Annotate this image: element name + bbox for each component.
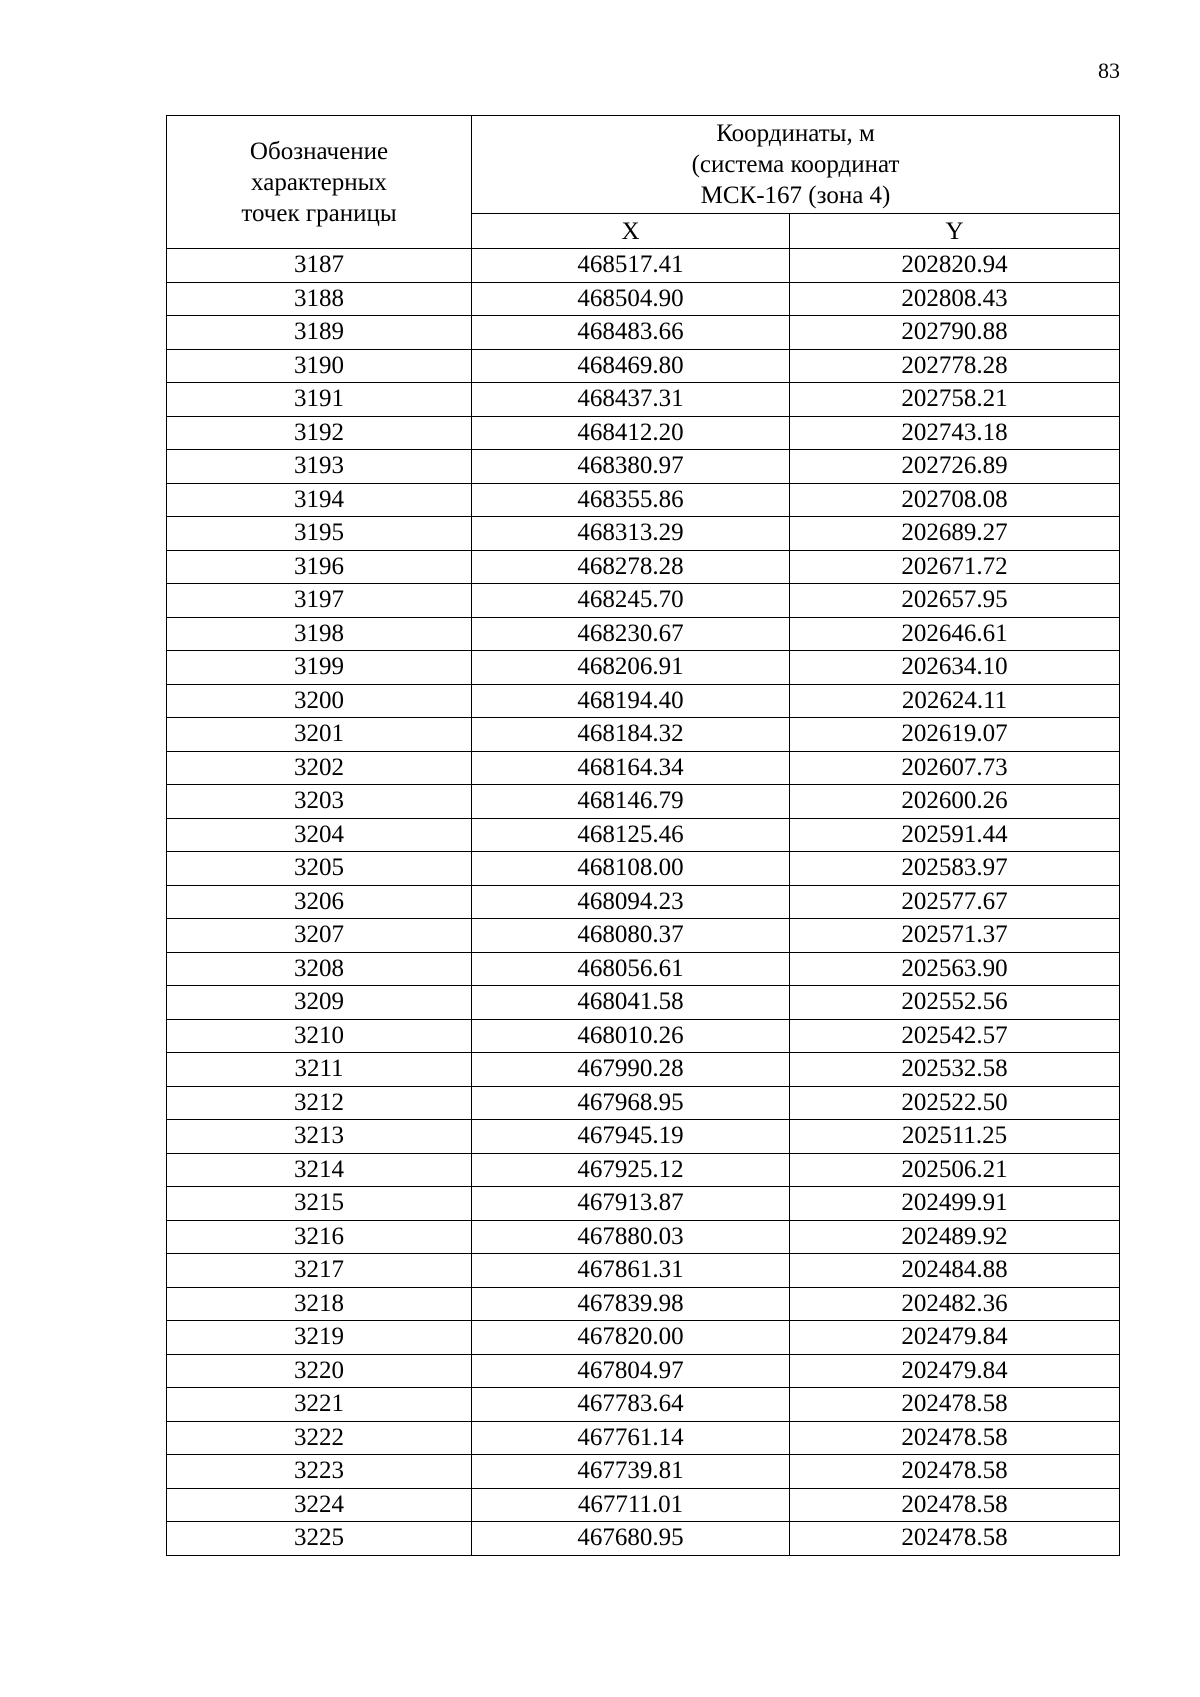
table-row bbox=[167, 1153, 1120, 1187]
x-coordinate-cell: 467761.14 bbox=[472, 1421, 790, 1455]
y-coordinate-cell: 202583.97 bbox=[790, 852, 1120, 886]
y-coordinate-cell: 202671.72 bbox=[790, 550, 1120, 584]
table-header bbox=[167, 116, 1120, 249]
x-coordinate-cell: 468437.31 bbox=[472, 383, 790, 417]
y-coordinate-cell: 202478.58 bbox=[790, 1455, 1120, 1489]
y-coordinate-cell: 202743.18 bbox=[790, 416, 1120, 450]
table-row bbox=[167, 1254, 1120, 1288]
point-header-line: характерных bbox=[251, 168, 387, 196]
point-cell: 3198 bbox=[167, 617, 472, 651]
y-coordinate-cell: 202489.92 bbox=[790, 1220, 1120, 1254]
y-coordinate-cell: 202478.58 bbox=[790, 1522, 1120, 1556]
x-column-header: X bbox=[472, 214, 790, 249]
point-cell: 3221 bbox=[167, 1388, 472, 1422]
y-coordinate-cell: 202726.89 bbox=[790, 450, 1120, 484]
point-cell: 3200 bbox=[167, 684, 472, 718]
y-coordinate-cell: 202619.07 bbox=[790, 718, 1120, 752]
point-cell: 3214 bbox=[167, 1153, 472, 1187]
y-coordinate-cell: 202758.21 bbox=[790, 383, 1120, 417]
y-coordinate-cell: 202808.43 bbox=[790, 282, 1120, 316]
x-coordinate-cell: 467820.00 bbox=[472, 1321, 790, 1355]
x-coordinate-cell: 467945.19 bbox=[472, 1120, 790, 1154]
point-cell: 3193 bbox=[167, 450, 472, 484]
x-coordinate-cell: 467880.03 bbox=[472, 1220, 790, 1254]
y-coordinate-cell: 202708.08 bbox=[790, 483, 1120, 517]
y-coordinate-cell: 202778.28 bbox=[790, 349, 1120, 383]
point-cell: 3223 bbox=[167, 1455, 472, 1489]
point-cell: 3207 bbox=[167, 919, 472, 953]
x-coordinate-cell: 468041.58 bbox=[472, 986, 790, 1020]
table-row bbox=[167, 1120, 1120, 1154]
y-coordinate-cell: 202479.84 bbox=[790, 1321, 1120, 1355]
point-cell: 3219 bbox=[167, 1321, 472, 1355]
table-row bbox=[167, 1187, 1120, 1221]
point-cell: 3208 bbox=[167, 952, 472, 986]
point-designation-header bbox=[167, 116, 472, 249]
table-row bbox=[167, 1019, 1120, 1053]
point-cell: 3191 bbox=[167, 383, 472, 417]
point-cell: 3195 bbox=[167, 517, 472, 551]
y-coordinate-cell: 202522.50 bbox=[790, 1086, 1120, 1120]
y-coordinate-cell: 202542.57 bbox=[790, 1019, 1120, 1053]
table-row bbox=[167, 617, 1120, 651]
point-cell: 3224 bbox=[167, 1488, 472, 1522]
point-cell: 3212 bbox=[167, 1086, 472, 1120]
point-cell: 3201 bbox=[167, 718, 472, 752]
table-row bbox=[167, 1086, 1120, 1120]
x-coordinate-cell: 467711.01 bbox=[472, 1488, 790, 1522]
table-row bbox=[167, 316, 1120, 350]
table-row bbox=[167, 785, 1120, 819]
point-cell: 3192 bbox=[167, 416, 472, 450]
x-coordinate-cell: 468517.41 bbox=[472, 249, 790, 283]
x-coordinate-cell: 467739.81 bbox=[472, 1455, 790, 1489]
y-coordinate-cell: 202607.73 bbox=[790, 751, 1120, 785]
table-row bbox=[167, 986, 1120, 1020]
table-row bbox=[167, 651, 1120, 685]
table-row bbox=[167, 818, 1120, 852]
x-coordinate-cell: 467861.31 bbox=[472, 1254, 790, 1288]
x-coordinate-cell: 467680.95 bbox=[472, 1522, 790, 1556]
coordinates-header bbox=[472, 116, 1120, 214]
x-coordinate-cell: 468355.86 bbox=[472, 483, 790, 517]
y-coordinate-cell: 202532.58 bbox=[790, 1053, 1120, 1087]
y-coordinate-cell: 202563.90 bbox=[790, 952, 1120, 986]
x-coordinate-cell: 467925.12 bbox=[472, 1153, 790, 1187]
point-cell: 3216 bbox=[167, 1220, 472, 1254]
y-coordinate-cell: 202552.56 bbox=[790, 986, 1120, 1020]
table-row bbox=[167, 919, 1120, 953]
x-coordinate-cell: 468412.20 bbox=[472, 416, 790, 450]
table-row bbox=[167, 1522, 1120, 1556]
y-coordinate-cell: 202624.11 bbox=[790, 684, 1120, 718]
table-row bbox=[167, 450, 1120, 484]
point-cell: 3213 bbox=[167, 1120, 472, 1154]
x-coordinate-cell: 467990.28 bbox=[472, 1053, 790, 1087]
x-coordinate-cell: 468146.79 bbox=[472, 785, 790, 819]
x-coordinate-cell: 468056.61 bbox=[472, 952, 790, 986]
coordinates-table bbox=[166, 115, 1120, 1556]
page-number: 83 bbox=[1098, 58, 1120, 83]
point-cell: 3194 bbox=[167, 483, 472, 517]
point-cell: 3210 bbox=[167, 1019, 472, 1053]
y-coordinate-cell: 202600.26 bbox=[790, 785, 1120, 819]
table-row bbox=[167, 383, 1120, 417]
point-cell: 3203 bbox=[167, 785, 472, 819]
point-cell: 3187 bbox=[167, 249, 472, 283]
y-coordinate-cell: 202591.44 bbox=[790, 818, 1120, 852]
point-cell: 3205 bbox=[167, 852, 472, 886]
x-coordinate-cell: 468094.23 bbox=[472, 885, 790, 919]
x-coordinate-cell: 468194.40 bbox=[472, 684, 790, 718]
point-cell: 3222 bbox=[167, 1421, 472, 1455]
point-cell: 3197 bbox=[167, 584, 472, 618]
y-coordinate-cell: 202689.27 bbox=[790, 517, 1120, 551]
table-row bbox=[167, 1287, 1120, 1321]
table-row bbox=[167, 550, 1120, 584]
coords-header-line: МСК-167 (зона 4) bbox=[700, 182, 891, 210]
point-cell: 3211 bbox=[167, 1053, 472, 1087]
y-coordinate-cell: 202646.61 bbox=[790, 617, 1120, 651]
table-row bbox=[167, 517, 1120, 551]
x-coordinate-cell: 468184.32 bbox=[472, 718, 790, 752]
x-coordinate-cell: 467913.87 bbox=[472, 1187, 790, 1221]
y-coordinate-cell: 202577.67 bbox=[790, 885, 1120, 919]
y-coordinate-cell: 202478.58 bbox=[790, 1488, 1120, 1522]
table-row bbox=[167, 1455, 1120, 1489]
point-cell: 3218 bbox=[167, 1287, 472, 1321]
table-row bbox=[167, 684, 1120, 718]
y-coordinate-cell: 202571.37 bbox=[790, 919, 1120, 953]
x-coordinate-cell: 468080.37 bbox=[472, 919, 790, 953]
x-coordinate-cell: 468230.67 bbox=[472, 617, 790, 651]
table-row bbox=[167, 1488, 1120, 1522]
x-coordinate-cell: 467783.64 bbox=[472, 1388, 790, 1422]
point-cell: 3204 bbox=[167, 818, 472, 852]
x-coordinate-cell: 468483.66 bbox=[472, 316, 790, 350]
point-cell: 3225 bbox=[167, 1522, 472, 1556]
point-cell: 3215 bbox=[167, 1187, 472, 1221]
y-coordinate-cell: 202820.94 bbox=[790, 249, 1120, 283]
y-column-header: Y bbox=[790, 214, 1120, 249]
x-coordinate-cell: 468504.90 bbox=[472, 282, 790, 316]
x-coordinate-cell: 468010.26 bbox=[472, 1019, 790, 1053]
table-row bbox=[167, 885, 1120, 919]
y-coordinate-cell: 202657.95 bbox=[790, 584, 1120, 618]
table-row bbox=[167, 1220, 1120, 1254]
table-body bbox=[167, 249, 1120, 1556]
point-cell: 3199 bbox=[167, 651, 472, 685]
table-row bbox=[167, 952, 1120, 986]
x-coordinate-cell: 468206.91 bbox=[472, 651, 790, 685]
coords-header-line: (система координат bbox=[691, 151, 900, 179]
x-coordinate-cell: 468278.28 bbox=[472, 550, 790, 584]
table-row bbox=[167, 483, 1120, 517]
coords-header-line: Координаты, м bbox=[716, 120, 875, 148]
point-cell: 3189 bbox=[167, 316, 472, 350]
table-row bbox=[167, 1388, 1120, 1422]
x-coordinate-cell: 468164.34 bbox=[472, 751, 790, 785]
point-cell: 3190 bbox=[167, 349, 472, 383]
table-row bbox=[167, 249, 1120, 283]
y-coordinate-cell: 202482.36 bbox=[790, 1287, 1120, 1321]
y-coordinate-cell: 202790.88 bbox=[790, 316, 1120, 350]
y-coordinate-cell: 202478.58 bbox=[790, 1388, 1120, 1422]
x-coordinate-cell: 468380.97 bbox=[472, 450, 790, 484]
table-row bbox=[167, 282, 1120, 316]
table-row bbox=[167, 416, 1120, 450]
y-coordinate-cell: 202499.91 bbox=[790, 1187, 1120, 1221]
x-coordinate-cell: 467839.98 bbox=[472, 1287, 790, 1321]
point-cell: 3202 bbox=[167, 751, 472, 785]
table-row bbox=[167, 718, 1120, 752]
table-row bbox=[167, 1053, 1120, 1087]
point-header-line: Обозначение bbox=[249, 137, 389, 165]
x-coordinate-cell: 467804.97 bbox=[472, 1354, 790, 1388]
table-row bbox=[167, 1321, 1120, 1355]
table-row bbox=[167, 349, 1120, 383]
x-coordinate-cell: 467968.95 bbox=[472, 1086, 790, 1120]
table-row bbox=[167, 1354, 1120, 1388]
point-cell: 3220 bbox=[167, 1354, 472, 1388]
point-cell: 3206 bbox=[167, 885, 472, 919]
y-coordinate-cell: 202634.10 bbox=[790, 651, 1120, 685]
table-row bbox=[167, 584, 1120, 618]
x-coordinate-cell: 468245.70 bbox=[472, 584, 790, 618]
table-row bbox=[167, 852, 1120, 886]
point-cell: 3217 bbox=[167, 1254, 472, 1288]
table-row bbox=[167, 1421, 1120, 1455]
x-coordinate-cell: 468108.00 bbox=[472, 852, 790, 886]
y-coordinate-cell: 202478.58 bbox=[790, 1421, 1120, 1455]
x-coordinate-cell: 468313.29 bbox=[472, 517, 790, 551]
point-cell: 3196 bbox=[167, 550, 472, 584]
y-coordinate-cell: 202484.88 bbox=[790, 1254, 1120, 1288]
table-row bbox=[167, 751, 1120, 785]
y-coordinate-cell: 202479.84 bbox=[790, 1354, 1120, 1388]
y-coordinate-cell: 202506.21 bbox=[790, 1153, 1120, 1187]
point-header-line: точек границы bbox=[241, 199, 397, 227]
x-coordinate-cell: 468469.80 bbox=[472, 349, 790, 383]
point-cell: 3188 bbox=[167, 282, 472, 316]
point-cell: 3209 bbox=[167, 986, 472, 1020]
x-coordinate-cell: 468125.46 bbox=[472, 818, 790, 852]
y-coordinate-cell: 202511.25 bbox=[790, 1120, 1120, 1154]
